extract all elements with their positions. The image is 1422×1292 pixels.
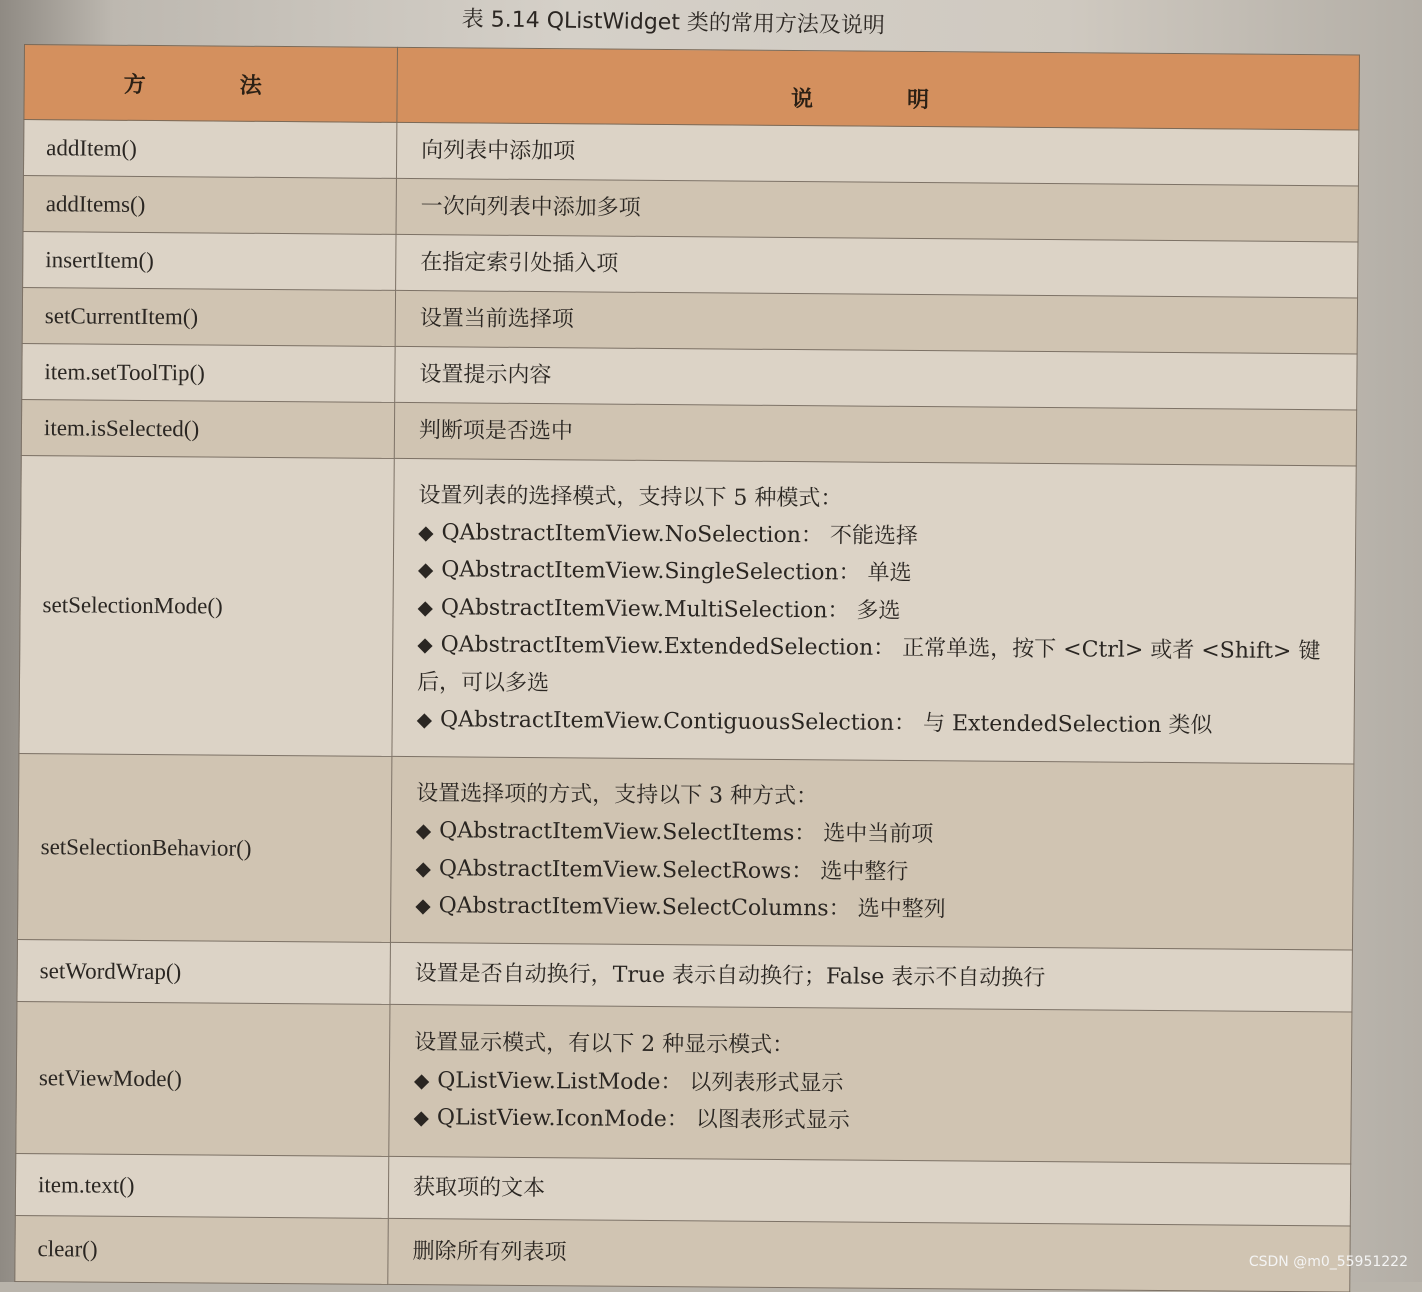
table-row [23,231,1358,297]
option-item [415,887,1334,932]
header-method: 方 法 [24,45,398,123]
description-text: 在指定索引处插入项 [420,249,619,277]
watermark: CSDN @m0_55951222 [1248,1254,1408,1270]
method-cell: insertItem() [23,231,396,290]
description-text: 设置显示模式，有以下 2 种显示模式： [414,1030,795,1059]
table-row [23,175,1358,241]
diamond-bullet-icon: ◆ [418,520,434,545]
option-item [417,626,1337,708]
description-cell [395,346,1357,410]
method-cell: setCurrentItem() [22,287,395,346]
diamond-bullet-icon: ◆ [413,1067,430,1093]
header-description: 说 明 [397,47,1360,130]
option-item [417,701,1336,746]
option-text: QAbstractItemView.SelectRows： 选中整行 [438,855,909,885]
table-caption: 表 5.14 QListWidget 类的常用方法及说明 [461,6,886,39]
table-row [22,343,1357,409]
option-item [413,1099,1332,1144]
table-row [15,1153,1350,1225]
description-text: 一次向列表中添加多项 [420,193,641,221]
table-row [22,287,1357,353]
description-cell [395,290,1357,354]
method-cell: setSelectionBehavior() [17,753,391,942]
option-text: QListView.IconMode： 以图表形式显示 [436,1105,850,1134]
option-text: QAbstractItemView.SelectItems： 选中当前项 [439,818,934,848]
table-row [23,120,1358,186]
table-row [17,939,1352,1011]
table-row [16,1001,1352,1163]
method-cell: item.text() [15,1153,388,1218]
description-cell [396,178,1358,242]
diamond-bullet-icon: ◆ [417,632,433,657]
description-cell [396,122,1358,186]
method-cell: addItems() [23,175,396,234]
table-row [21,399,1356,465]
description-text: 设置是否自动换行，True 表示自动换行；False 表示不自动换行 [414,960,1046,991]
description-cell [396,234,1358,298]
option-text: QAbstractItemView.SelectColumns： 选中整列 [438,893,946,923]
table-row [15,1215,1350,1291]
table-header-row [24,45,1360,130]
method-cell: setViewMode() [16,1001,390,1156]
option-text: QAbstractItemView.ExtendedSelection： 正常单选，按下 <Ctrl> 或者 <Shift> 键后，可以多选 [416,632,1321,696]
description-text: 设置列表的选择模式，支持以下 5 种模式： [418,482,843,512]
description-text: 设置提示内容 [419,361,552,388]
diamond-bullet-icon: ◆ [415,818,432,843]
diamond-bullet-icon: ◆ [416,707,433,732]
option-text: QListView.ListMode： 以列表形式显示 [437,1068,844,1097]
diamond-bullet-icon: ◆ [413,1105,430,1130]
table-row [19,455,1356,763]
method-cell: addItem() [23,120,396,179]
method-cell: item.setToolTip() [22,343,395,402]
methods-table [14,44,1360,1292]
description-cell [388,1156,1350,1226]
description-text: 设置选择项的方式，支持以下 3 种方式： [416,780,819,809]
description-text: 获取项的文本 [412,1174,546,1201]
method-cell: setSelectionMode() [19,455,394,756]
option-item [416,812,1335,857]
diamond-bullet-icon: ◆ [417,557,434,582]
description-cell [392,458,1356,764]
description-text: 判断项是否选中 [418,417,574,445]
option-text: QAbstractItemView.MultiSelection： 多选 [440,595,901,624]
description-cell [390,756,1353,950]
description-text: 设置当前选择项 [419,305,574,333]
description-cell [388,1218,1350,1292]
table-body [15,120,1359,1292]
method-cell: clear() [15,1215,389,1284]
option-text: QAbstractItemView.NoSelection： 不能选择 [441,520,919,550]
description-cell [394,402,1356,466]
method-cell: setWordWrap() [17,939,390,1004]
description-text: 删除所有列表项 [412,1238,567,1266]
method-cell: item.isSelected() [21,399,394,458]
description-text: 向列表中添加项 [421,137,576,165]
description-cell [390,942,1352,1012]
description-cell [389,1004,1352,1164]
diamond-bullet-icon: ◆ [415,855,432,880]
option-text: QAbstractItemView.ContiguousSelection： 与 ExtendedSelection 类似 [439,707,1213,739]
option-text: QAbstractItemView.SingleSelection： 单选 [441,557,912,587]
diamond-bullet-icon: ◆ [415,892,431,918]
table-row [17,753,1353,949]
diamond-bullet-icon: ◆ [417,594,434,620]
